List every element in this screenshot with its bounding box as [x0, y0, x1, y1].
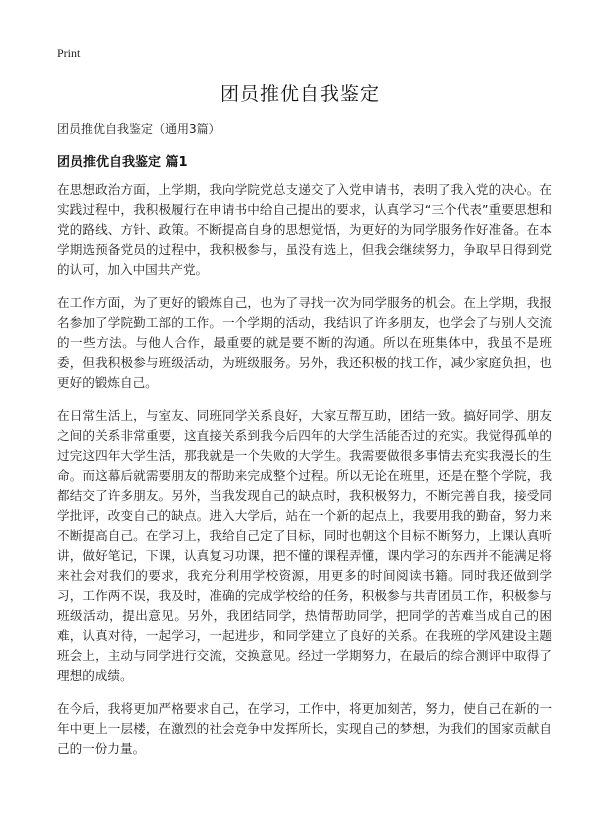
section-heading: 团员推优自我鉴定 篇1	[57, 155, 188, 170]
body-paragraph-2: 在工作方面，为了更好的锻炼自己，也为了寻找一次为同学服务的机会。在上学期，我报名参加了学院勤工部的工作。一个学期的活动，我结识了许多朋友，也学会了与别人交流的一些方法。与他人合作，最重要的就是要不断的沟通。所以在班集体中，我虽不是班委，但我积极参与班级活动，为班级服务。另外，我还积极的找工作，减少家庭负担，也更好的锻炼自己。	[57, 295, 552, 390]
print-link[interactable]: Print	[57, 46, 81, 60]
body-paragraph-1: 在思想政治方面，上学期，我向学院党总支递交了入党申请书，表明了我入党的决心。在实践过程中，我积极履行在申请书中给自己提出的要求，认真学习“三个代表”重要思想和党的路线、方针、政策。不断提高自身的思想觉悟，为更好的为同学服务作好准备。在本学期选预备党员的过程中，我积极参与，虽没有选上，但我会继续努力，争取早日得到党的认可，加入中国共产党。	[57, 182, 552, 277]
body-paragraph-3: 在日常生活上，与室友、同班同学关系良好，大家互帮互助，团结一致。搞好同学、朋友之间的关系非常重要，这直接关系到我今后四年的大学生活能否过的充实。我觉得孤单的过完这四年大学生活，那我就是一个失败的大学生。我需要做很多事情去充实我漫长的生命。而这幕后就需要朋友的帮助来完成整个过程。所以无论在班里，还是在整个学院，我都结交了许多朋友。另外，当我发现自己的缺点时，我积极努力，不断完善自我，接受同学批评，改变自己的缺点。进入大学后，站在一个新的起点上，我要用我的勤奋，努力来不断提高自己。在学习上，我给自己定了目标，同时也朝这个目标不断努力，上课认真听讲，做好笔记，下课，认真复习功课，把不懂的课程弄懂，课内学习的东西并不能满足将来社会对我们的要求，我充分利用学校资源，用更多的时间阅读书籍。同时我还做到学习，工作两不误，我及时，准确的完成学校给的任务，积极参与共青团员工作，积极参与班级活动，提出意见。另外，我团结同学，热情帮助同学，把同学的苦难当成自己的困难，认真对待，一起学习，一起进步，和同学建立了良好的关系。在我班的学风建设主题班会上，主动与同学进行交流，交换意见。经过一学期努力，在最后的综合测评中取得了理想的成绩。	[57, 408, 552, 683]
body-paragraph-4: 在今后，我将更加严格要求自己，在学习，工作中，将更加刻苦，努力，使自己在新的一年中更上一层楼，在激烈的社会竞争中发挥所长，实现自己的梦想，为我们的国家贡献自己的一份力量。	[57, 701, 552, 756]
document-body	[57, 180, 552, 772]
document-title: 团员推优自我鉴定	[219, 83, 380, 105]
document-subtitle: 团员推优自我鉴定（通用3篇）	[57, 122, 221, 136]
